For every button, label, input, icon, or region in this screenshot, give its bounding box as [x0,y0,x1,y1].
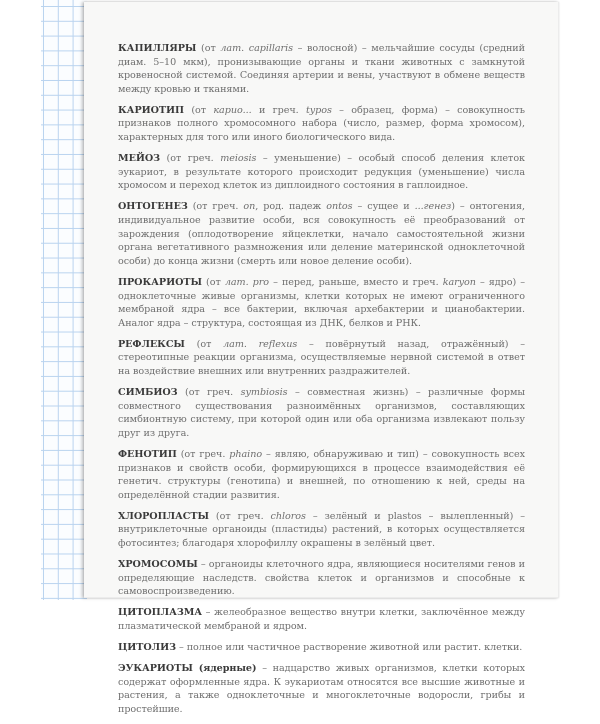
glossary-entry [118,641,525,655]
definition-text: – зелёный и plastos – вылепленный) – внутриклеточные органоиды (пластиды) растений, в которых осуществляется фотосинтез; благодаря хлорофиллу окрашены в зелёный цвет. [118,510,525,549]
definition-text: (от греч. [208,510,271,522]
glossary-term: КАРИОТИП [118,104,185,116]
glossary-term: СИМБИОЗ [118,387,178,399]
etymology-word: meiosis [220,153,257,165]
definition-text: – образец, форма) – совокупность признаков полного хромосомного набора (число, размер, форма хромосом), характерных для того или иного биологического вида. [118,104,525,144]
definition-text: – совместная жизнь) – различные формы совместного существования разноимённых организмов, составляющих симбионтную систему, при которой один или оба организма извлекают пользу друг из друга. [118,387,525,439]
etymology-word: chloros [270,510,306,522]
definition-text: – ядро) – одноклеточные живые организмы, клетки которых не имеют ограниченного мембраной ядра – все бактерии, включая архебактерии и цианобактерии. Аналог ядра – структура, состоящая из ДНК, белков и РНК. [118,276,525,329]
etymology-word: карио... [213,104,252,116]
definition-text: – надцарство живых организмов, клетки которых содержат оформленные ядра. К эукариотам относятся все высшие животные и растения, а также одноклеточные и многоклеточные водоросли, грибы и простейшие. [118,663,525,715]
glossary-entry [118,386,525,440]
glossary-entry [118,662,525,716]
glossary-entry [118,558,525,599]
definition-text: (от греч. [160,153,221,165]
glossary-list [118,42,525,724]
glossary-term: ЦИТОЛИЗ [118,642,176,654]
etymology-word: phaino [229,448,263,460]
glossary-term: ФЕНОТИП [118,448,177,460]
definition-text: (от греч. [187,201,244,213]
glossary-entry [118,42,525,96]
glossary-term: ПРОКАРИОТЫ [118,276,202,288]
glossary-term: ОНТОГЕНЕЗ [118,201,188,213]
glossary-page [84,2,559,715]
definition-text: (от [201,276,225,288]
definition-text: ) – онтогения, индивидуальное развитие особи, вся совокупность её преобразований от зарождения (оплодотворение яйцеклетки, начало самостоятельной жизни органа вегетативного размножения или деление материнской одноклеточной особи) до конца жизни (смерть или новое деление особи). [118,201,525,267]
definition-text: – сущее и [352,201,415,213]
grid-paper-background [41,0,87,600]
glossary-term: ХРОМОСОМЫ [118,559,198,571]
definition-text: (от [184,104,214,116]
etymology-word: typos [305,104,332,116]
glossary-entry [118,200,525,268]
etymology-word: лат. pro [224,276,270,288]
glossary-term: РЕФЛЕКСЫ [118,338,185,350]
glossary-term: КАПИЛЛЯРЫ [118,43,197,54]
etymology-word: лат. capillaris [220,43,293,54]
glossary-entry [118,510,525,551]
definition-text: (от [196,43,221,54]
definition-text: – органоиды клеточного ядра, являющиеся носителями генов и определяющие наследств. свойства клеток и организмов и способные к самовоспроизведению. [118,559,525,598]
glossary-entry [118,276,525,330]
glossary-entry [118,448,525,502]
glossary-term: ХЛОРОПЛАСТЫ [118,510,209,522]
definition-text: , род. падеж [255,201,327,213]
etymology-word: karyon [442,276,476,288]
etymology-word: symbiosis [240,387,288,399]
glossary-entry [118,152,525,193]
definition-text: – уменьшение) – особый способ деления клеток эукариот, в результате которого происходит редукция (уменьшение) числа хромосом и переход клеток из диплоидного состояния в гаплоидное. [118,153,525,192]
definition-text: – являю, обнаруживаю и тип) – совокупность всех признаков и свойств особи, формирующихся в процессе взаимодействия её генетич. структуры (генотипа) и внешней, по отношению к ней, среды на определённой стадии развития. [118,448,525,501]
definition-text: – перед, раньше, вместо и греч. [269,276,443,288]
definition-text: (от [184,338,224,350]
definition-text: – полное или частичное растворение животной или растит. клетки. [175,642,523,654]
glossary-term: ЭУКАРИОТЫ (ядерные) [118,663,257,675]
definition-text: – повёрнутый назад, отражённый) – стереотипные реакции организма, осуществляемые нервной системой в ответ на воздействие внешних или внутренних раздражителей. [118,338,525,377]
glossary-term: МЕЙОЗ [118,153,161,165]
etymology-word: ontos [326,201,353,213]
etymology-word: лат. reflexus [223,338,298,350]
glossary-entry [118,606,525,633]
definition-text: (от греч. [176,448,230,460]
etymology-word: ...генез [414,201,452,213]
definition-text: – волосной) – мельчайшие сосуды (средний диам. 5–10 мкм), пронизывающие органы и ткани животных с замкнутой кровеносной системой. Соединяя артерии и вены, участвуют в обмене веществ между кровью и тканями. [118,43,526,95]
glossary-entry [118,104,525,145]
definition-text: (от греч. [177,387,241,399]
glossary-term: ЦИТОПЛАЗМА [118,607,203,619]
definition-text: – желеобразное вещество внутри клетки, заключённое между плазматической мембраной и ядром. [118,607,525,632]
definition-text: и греч. [251,104,306,116]
glossary-entry [118,338,525,379]
etymology-word: on [243,201,256,213]
